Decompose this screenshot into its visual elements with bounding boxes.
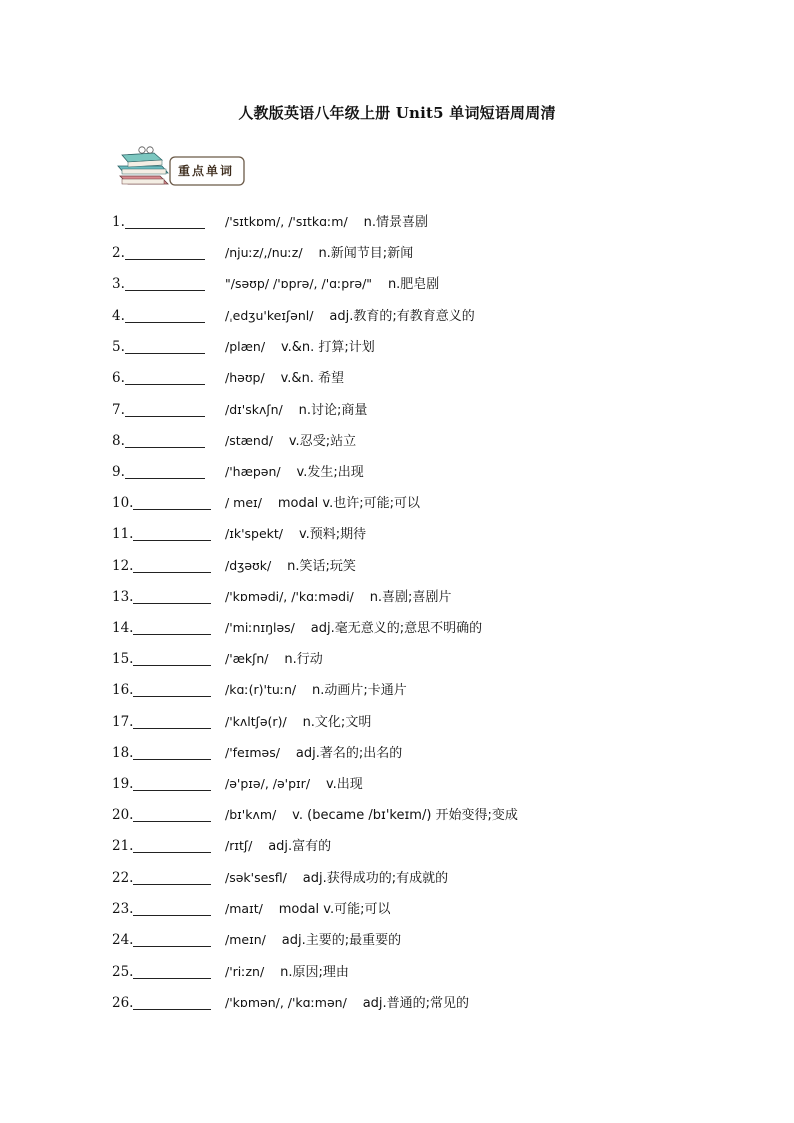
phonetic-and-definition <box>225 993 469 1014</box>
item-number <box>112 743 211 763</box>
item-number-text: 11. <box>112 526 134 542</box>
answer-blank[interactable] <box>133 995 211 1010</box>
phonetic-and-definition <box>225 962 349 983</box>
phonetic-and-definition <box>225 556 356 577</box>
item-number-text: 24. <box>112 932 134 948</box>
definition: adj.著名的;出名的 <box>295 746 403 761</box>
item-number-text: 3. <box>112 276 125 292</box>
item-number <box>112 774 211 794</box>
answer-blank[interactable] <box>125 339 205 354</box>
word-row <box>112 649 752 669</box>
phonetic-and-definition <box>225 774 363 795</box>
phonetic: /'hæpən/ <box>225 464 281 479</box>
phonetic: /ə'pɪə/, /ə'pɪr/ <box>225 776 311 791</box>
word-row <box>112 868 752 888</box>
word-row <box>112 712 752 732</box>
item-number-text: 5. <box>112 339 125 355</box>
answer-blank[interactable] <box>125 276 205 291</box>
answer-blank[interactable] <box>125 370 205 385</box>
item-number-text: 9. <box>112 464 125 480</box>
item-number <box>112 243 205 263</box>
item-number <box>112 306 205 326</box>
answer-blank[interactable] <box>133 807 211 822</box>
item-number-text: 8. <box>112 433 125 449</box>
item-number <box>112 618 211 638</box>
item-number <box>112 493 211 513</box>
definition: n.喜剧;喜剧片 <box>369 590 452 605</box>
answer-blank[interactable] <box>133 620 211 635</box>
phonetic: /'kʌltʃə(r)/ <box>225 714 287 729</box>
phonetic-and-definition <box>225 836 331 857</box>
word-row <box>112 243 752 263</box>
word-row <box>112 680 752 700</box>
definition: v.&n. 打算;计划 <box>280 340 375 355</box>
item-number-text: 15. <box>112 651 134 667</box>
phonetic: "/səʊp/ /'ɒprə/, /'ɑːprə/" <box>225 276 373 291</box>
answer-blank[interactable] <box>133 776 211 791</box>
answer-blank[interactable] <box>133 932 211 947</box>
answer-blank[interactable] <box>133 589 211 604</box>
definition: adj.普通的;常见的 <box>362 996 470 1011</box>
item-number <box>112 337 205 357</box>
item-number-text: 21. <box>112 838 134 854</box>
phonetic-and-definition <box>225 368 344 389</box>
item-number <box>112 962 211 982</box>
definition: modal v.也许;可能;可以 <box>277 496 420 511</box>
word-row <box>112 462 752 482</box>
definition: adj.富有的 <box>268 839 332 854</box>
phonetic: /dʒəʊk/ <box>225 558 272 573</box>
phonetic-and-definition <box>225 431 356 452</box>
phonetic: /njuːz/,/nuːz/ <box>225 245 303 260</box>
word-row <box>112 274 752 294</box>
definition: modal v.可能;可以 <box>278 902 391 917</box>
definition: n.情景喜剧 <box>363 215 428 230</box>
phonetic-and-definition <box>225 337 375 358</box>
item-number-text: 23. <box>112 901 134 917</box>
item-number-text: 17. <box>112 714 134 730</box>
definition: v. (became /bɪ'keɪm/) 开始变得;变成 <box>292 808 518 823</box>
phonetic-and-definition <box>225 212 428 233</box>
phonetic: /stænd/ <box>225 433 273 448</box>
item-number <box>112 836 211 856</box>
item-number <box>112 712 211 732</box>
definition: v.出现 <box>325 777 363 792</box>
phonetic: /'riːzn/ <box>225 964 265 979</box>
phonetic-and-definition <box>225 400 367 421</box>
definition: adj.主要的;最重要的 <box>281 933 402 948</box>
definition: adj.教育的;有教育意义的 <box>329 309 475 324</box>
word-row <box>112 993 752 1013</box>
definition: v.忍受;站立 <box>288 434 357 449</box>
word-row <box>112 400 752 420</box>
definition: v.&n. 希望 <box>280 371 345 386</box>
phonetic-and-definition <box>225 899 391 920</box>
word-row <box>112 212 752 232</box>
item-number-text: 13. <box>112 589 134 605</box>
answer-blank[interactable] <box>125 214 205 229</box>
answer-blank[interactable] <box>133 714 211 729</box>
word-row <box>112 587 752 607</box>
item-number <box>112 462 205 482</box>
item-number-text: 25. <box>112 964 134 980</box>
phonetic: /həʊp/ <box>225 370 265 385</box>
phonetic: /'ækʃn/ <box>225 651 269 666</box>
definition: n.笑话;玩笑 <box>287 559 356 574</box>
phonetic: /'kɒmən/, /'kɑːmən/ <box>225 995 347 1010</box>
item-number <box>112 431 205 451</box>
phonetic-and-definition <box>225 618 482 639</box>
answer-blank[interactable] <box>125 402 205 417</box>
answer-blank[interactable] <box>133 558 211 573</box>
item-number-text: 22. <box>112 870 134 886</box>
item-number <box>112 899 211 919</box>
item-number-text: 19. <box>112 776 134 792</box>
item-number-text: 20. <box>112 807 134 823</box>
word-row <box>112 930 752 950</box>
answer-blank[interactable] <box>133 651 211 666</box>
item-number-text: 6. <box>112 370 125 386</box>
item-number-text: 7. <box>112 402 125 418</box>
phonetic-and-definition <box>225 649 323 670</box>
definition: adj.毫无意义的;意思不明确的 <box>310 621 483 636</box>
item-number-text: 18. <box>112 745 134 761</box>
item-number-text: 12. <box>112 558 134 574</box>
item-number <box>112 587 211 607</box>
phonetic-and-definition <box>225 243 413 264</box>
phonetic-and-definition <box>225 868 448 889</box>
phonetic-and-definition <box>225 274 439 295</box>
phonetic-and-definition <box>225 493 420 514</box>
item-number-text: 10. <box>112 495 134 511</box>
definition: v.预料;期待 <box>298 527 367 542</box>
phonetic-and-definition <box>225 462 364 483</box>
phonetic-and-definition <box>225 805 518 826</box>
phonetic: /dɪ'skʌʃn/ <box>225 402 283 417</box>
phonetic-and-definition <box>225 587 451 608</box>
item-number <box>112 649 211 669</box>
word-row <box>112 556 752 576</box>
word-row <box>112 618 752 638</box>
item-number-text: 14. <box>112 620 134 636</box>
word-row <box>112 306 752 326</box>
answer-blank[interactable] <box>133 682 211 697</box>
word-row <box>112 431 752 451</box>
item-number-text: 26. <box>112 995 134 1011</box>
phonetic: /'feɪməs/ <box>225 745 280 760</box>
answer-blank[interactable] <box>125 433 205 448</box>
definition: n.肥皂剧 <box>387 277 440 292</box>
answer-blank[interactable] <box>133 495 211 510</box>
page-title: 人教版英语八年级上册 Unit5 单词短语周周清 <box>238 104 556 122</box>
phonetic: / meɪ/ <box>225 495 262 510</box>
phonetic: /bɪ'kʌm/ <box>225 807 277 822</box>
answer-blank[interactable] <box>133 964 211 979</box>
word-row <box>112 836 752 856</box>
phonetic: /'kɒmədi/, /'kɑːmədi/ <box>225 589 354 604</box>
item-number <box>112 868 211 888</box>
phonetic: /'sɪtkɒm/, /'sɪtkɑːm/ <box>225 214 348 229</box>
phonetic: /plæn/ <box>225 339 266 354</box>
item-number <box>112 212 205 232</box>
phonetic-and-definition <box>225 743 402 764</box>
item-number <box>112 805 211 825</box>
word-row <box>112 743 752 763</box>
answer-blank[interactable] <box>133 838 211 853</box>
item-number <box>112 680 211 700</box>
item-number <box>112 524 211 544</box>
definition: n.动画片;卡通片 <box>312 683 407 698</box>
word-row <box>112 899 752 919</box>
phonetic-and-definition <box>225 930 401 951</box>
answer-blank[interactable] <box>125 464 205 479</box>
definition: n.文化;文明 <box>302 715 372 730</box>
item-number <box>112 556 211 576</box>
definition: n.讨论;商量 <box>298 403 368 418</box>
item-number <box>112 993 211 1013</box>
phonetic: /meɪn/ <box>225 932 266 947</box>
answer-blank[interactable] <box>133 901 211 916</box>
phonetic: /ɪk'spekt/ <box>225 526 284 541</box>
phonetic: /rɪtʃ/ <box>225 838 253 853</box>
answer-blank[interactable] <box>133 870 211 885</box>
item-number <box>112 368 205 388</box>
phonetic: /sək'sesfl/ <box>225 870 287 885</box>
item-number-text: 2. <box>112 245 125 261</box>
item-number-text: 16. <box>112 682 134 698</box>
phonetic-and-definition <box>225 524 366 545</box>
phonetic-and-definition <box>225 680 407 701</box>
definition: n.原因;理由 <box>280 965 349 980</box>
phonetic-and-definition <box>225 306 475 327</box>
item-number <box>112 930 211 950</box>
phonetic: /maɪt/ <box>225 901 263 916</box>
phonetic-and-definition <box>225 712 371 733</box>
answer-blank[interactable] <box>125 245 205 260</box>
word-row <box>112 524 752 544</box>
word-row <box>112 805 752 825</box>
definition: adj.获得成功的;有成就的 <box>302 871 449 886</box>
answer-blank[interactable] <box>133 526 211 541</box>
item-number-text: 4. <box>112 308 125 324</box>
answer-blank[interactable] <box>125 308 205 323</box>
definition: n.行动 <box>284 652 323 667</box>
phonetic: /kɑː(r)'tuːn/ <box>225 682 297 697</box>
phonetic: /ˌedʒu'keɪʃənl/ <box>225 308 314 323</box>
word-row <box>112 337 752 357</box>
answer-blank[interactable] <box>133 745 211 760</box>
word-row <box>112 493 752 513</box>
item-number-text: 1. <box>112 214 125 230</box>
word-row <box>112 774 752 794</box>
definition: n.新闻节目;新闻 <box>318 246 414 261</box>
phonetic: /'miːnɪŋləs/ <box>225 620 295 635</box>
item-number <box>112 274 205 294</box>
item-number <box>112 400 205 420</box>
definition: v.发生;出现 <box>296 465 364 480</box>
section-label: 重点单词 <box>177 164 234 178</box>
word-row <box>112 368 752 388</box>
word-row <box>112 962 752 982</box>
